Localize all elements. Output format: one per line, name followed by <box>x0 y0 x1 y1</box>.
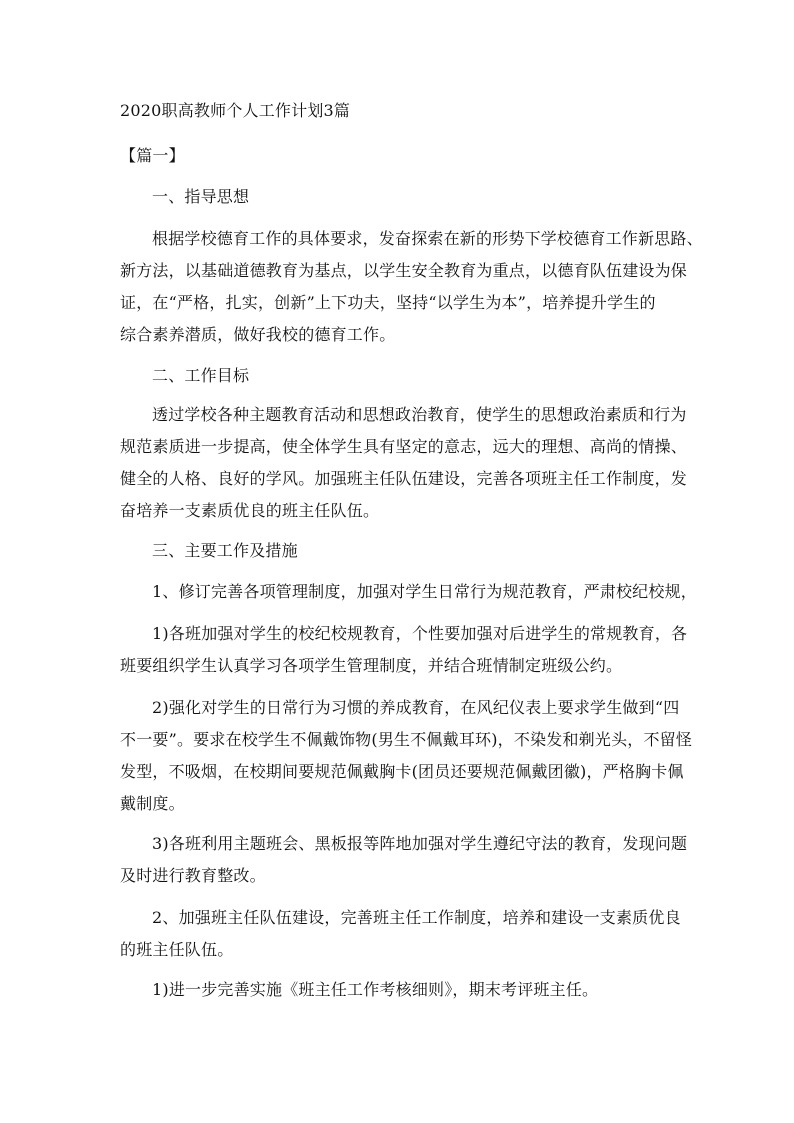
paragraph-line: 规范素质进一步提高，使全体学生具有坚定的意志，远大的理想、高尚的情操、 <box>120 437 688 456</box>
list-item: 1、修订完善各项管理制度，加强对学生日常行为规范教育，严肃校纪校规， <box>152 582 697 601</box>
list-item-continuation: 的班主任队伍。 <box>120 940 234 959</box>
list-item-continuation: 发型，不吸烟，在校期间要规范佩戴胸卡(团员还要规范佩戴团徽)，严格胸卡佩 <box>120 762 684 781</box>
paragraph-line: 根据学校德育工作的具体要求，发奋探索在新的形势下学校德育工作新思路、 <box>152 229 703 248</box>
heading-work-goals: 二、工作目标 <box>152 366 250 385</box>
paragraph-line: 透过学校各种主题教育活动和思想政治教育，使学生的思想政治素质和行为 <box>152 405 687 424</box>
heading-main-work: 三、主要工作及措施 <box>152 541 298 560</box>
list-item-continuation: 及时进行教育整改。 <box>120 866 266 885</box>
list-item: 1)进一步完善实施《班主任工作考核细则》，期末考评班主任。 <box>152 980 599 999</box>
paragraph-line: 综合素养潜质，做好我校的德育工作。 <box>120 325 396 344</box>
paragraph-line: 奋培养一支素质优良的班主任队伍。 <box>120 501 380 520</box>
list-item: 2)强化对学生的日常行为习惯的养成教育，在风纪仪表上要求学生做到“四 <box>152 698 680 717</box>
paragraph-line: 新方法，以基础道德教育为基点，以学生安全教育为重点，以德育队伍建设为保 <box>120 261 688 280</box>
list-item: 2、加强班主任队伍建设，完善班主任工作制度，培养和建设一支素质优良 <box>152 908 681 927</box>
list-item-continuation: 戴制度。 <box>120 794 185 813</box>
paragraph-line: 健全的人格、良好的学风。加强班主任队伍建设，完善各项班主任工作制度，发 <box>120 469 688 488</box>
list-item: 3)各班利用主题班会、黑板报等阵地加强对学生遵纪守法的教育，发现问题 <box>152 834 688 853</box>
list-item-continuation: 班要组织学生认真学习各项学生管理制度，并结合班情制定班级公约。 <box>120 656 623 675</box>
section-label: 【篇一】 <box>120 146 185 165</box>
paragraph-line: 证，在“严格，扎实，创新”上下功夫，坚持“以学生为本”，培养提升学生的 <box>120 293 656 312</box>
document-title: 2020职高教师个人工作计划3篇 <box>120 101 351 120</box>
list-item-continuation: 不一要”。要求在校学生不佩戴饰物(男生不佩戴耳环)，不染发和剃光头，不留怪 <box>120 730 693 749</box>
list-item: 1)各班加强对学生的校纪校规教育，个性要加强对后进学生的常规教育，各 <box>152 624 688 643</box>
heading-guiding-thought: 一、指导思想 <box>152 187 250 206</box>
